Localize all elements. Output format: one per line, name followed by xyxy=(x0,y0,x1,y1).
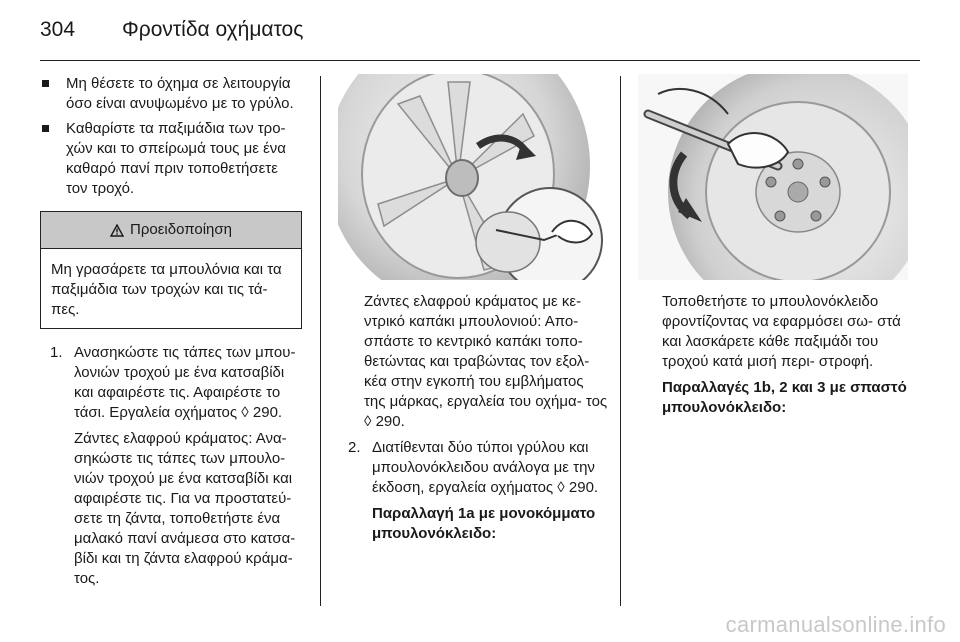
watermark: carmanualsonline.info xyxy=(725,612,946,637)
column-divider-1 xyxy=(320,76,321,606)
warning-triangle-icon xyxy=(110,224,124,237)
step-number: 2. xyxy=(348,439,361,456)
left-column xyxy=(40,74,302,589)
page-header xyxy=(40,8,303,52)
alloy-wheel-illustration xyxy=(338,74,606,280)
step-number: 1. xyxy=(50,344,63,361)
step-text: Διατίθενται δύο τύποι γρύλου και μπουλονόκλειδου ανάλογα με την έκδοση, εργαλεία οχήματος ◊ 290. xyxy=(372,439,599,496)
variant-heading: Παραλλαγές 1b, 2 και 3 με σπαστό μπουλονόκλειδο: xyxy=(662,379,907,416)
header-divider xyxy=(40,60,920,61)
warning-title: Προειδοποίηση xyxy=(130,221,232,238)
step-1 xyxy=(40,343,302,423)
list-item: Μη θέσετε το όχημα σε λειτουργία όσο είναι ανυψωμένο με το γρύλο. xyxy=(40,74,302,114)
step-2 xyxy=(338,438,608,498)
step-text: Ανασηκώστε τις τάπες των μπου- λονιών τροχού με ένα κατσαβίδι και αφαιρέστε τις. Αφαιρέστε το τάσι. Εργαλεία οχήματος ◊ 290. xyxy=(74,344,296,421)
image-caption: Τοποθετήστε το μπουλονόκλειδο φροντίζοντας να εφαρμόσει σω- στά και λασκάρετε κάθε παξιμάδι του τροχού κατά μισή περι- στροφή. xyxy=(662,293,901,370)
right-text xyxy=(662,292,912,418)
column-divider-2 xyxy=(620,76,621,606)
warning-body: Μη γρασάρετε τα μπουλόνια και τα παξιμάδια των τροχών και τις τά- πες. xyxy=(51,261,282,318)
page-title: Φροντίδα οχήματος xyxy=(122,18,304,41)
warning-header xyxy=(41,212,301,249)
image-caption: Ζάντες ελαφρού κράματος με κε- ντρικό καπάκι μπουλονιού: Απο- σπάστε το κεντρικό καπάκι τοπο- θετώντας και τραβώντας τον εξολ- κέα στην εγκοπή του εμβλήματος της μάρκας, εργαλεία του οχήμα- τος ◊ 290. xyxy=(364,293,608,430)
step-1-note: Ζάντες ελαφρού κράματος: Ανα- σηκώστε τις τάπες των μπουλο- νιών τροχού με ένα κατσαβίδι και αφαιρέστε τις. Για να προστατεύ- σετε τη ζάντα, τοποθετήστε ένα μαλακό πανί ανάμεσα στο κατσα- βίδι και τη ζάντα ελαφρού κράμα- τος. xyxy=(74,430,296,587)
list-item: Καθαρίστε τα παξιμάδια των τρο- χών και το σπείρωμά τους με ένα καθαρό πανί πριν τοποθετήσετε τον τροχό. xyxy=(40,119,302,199)
middle-text xyxy=(338,292,608,544)
bullet-square-icon xyxy=(42,80,49,87)
wheel-wrench-illustration xyxy=(638,74,908,280)
bullet-square-icon xyxy=(42,125,49,132)
page-number: 304 xyxy=(40,18,76,41)
warning-box xyxy=(40,211,302,329)
variant-heading: Παραλλαγή 1a με μονοκόμματο μπουλονόκλειδο: xyxy=(372,505,596,542)
